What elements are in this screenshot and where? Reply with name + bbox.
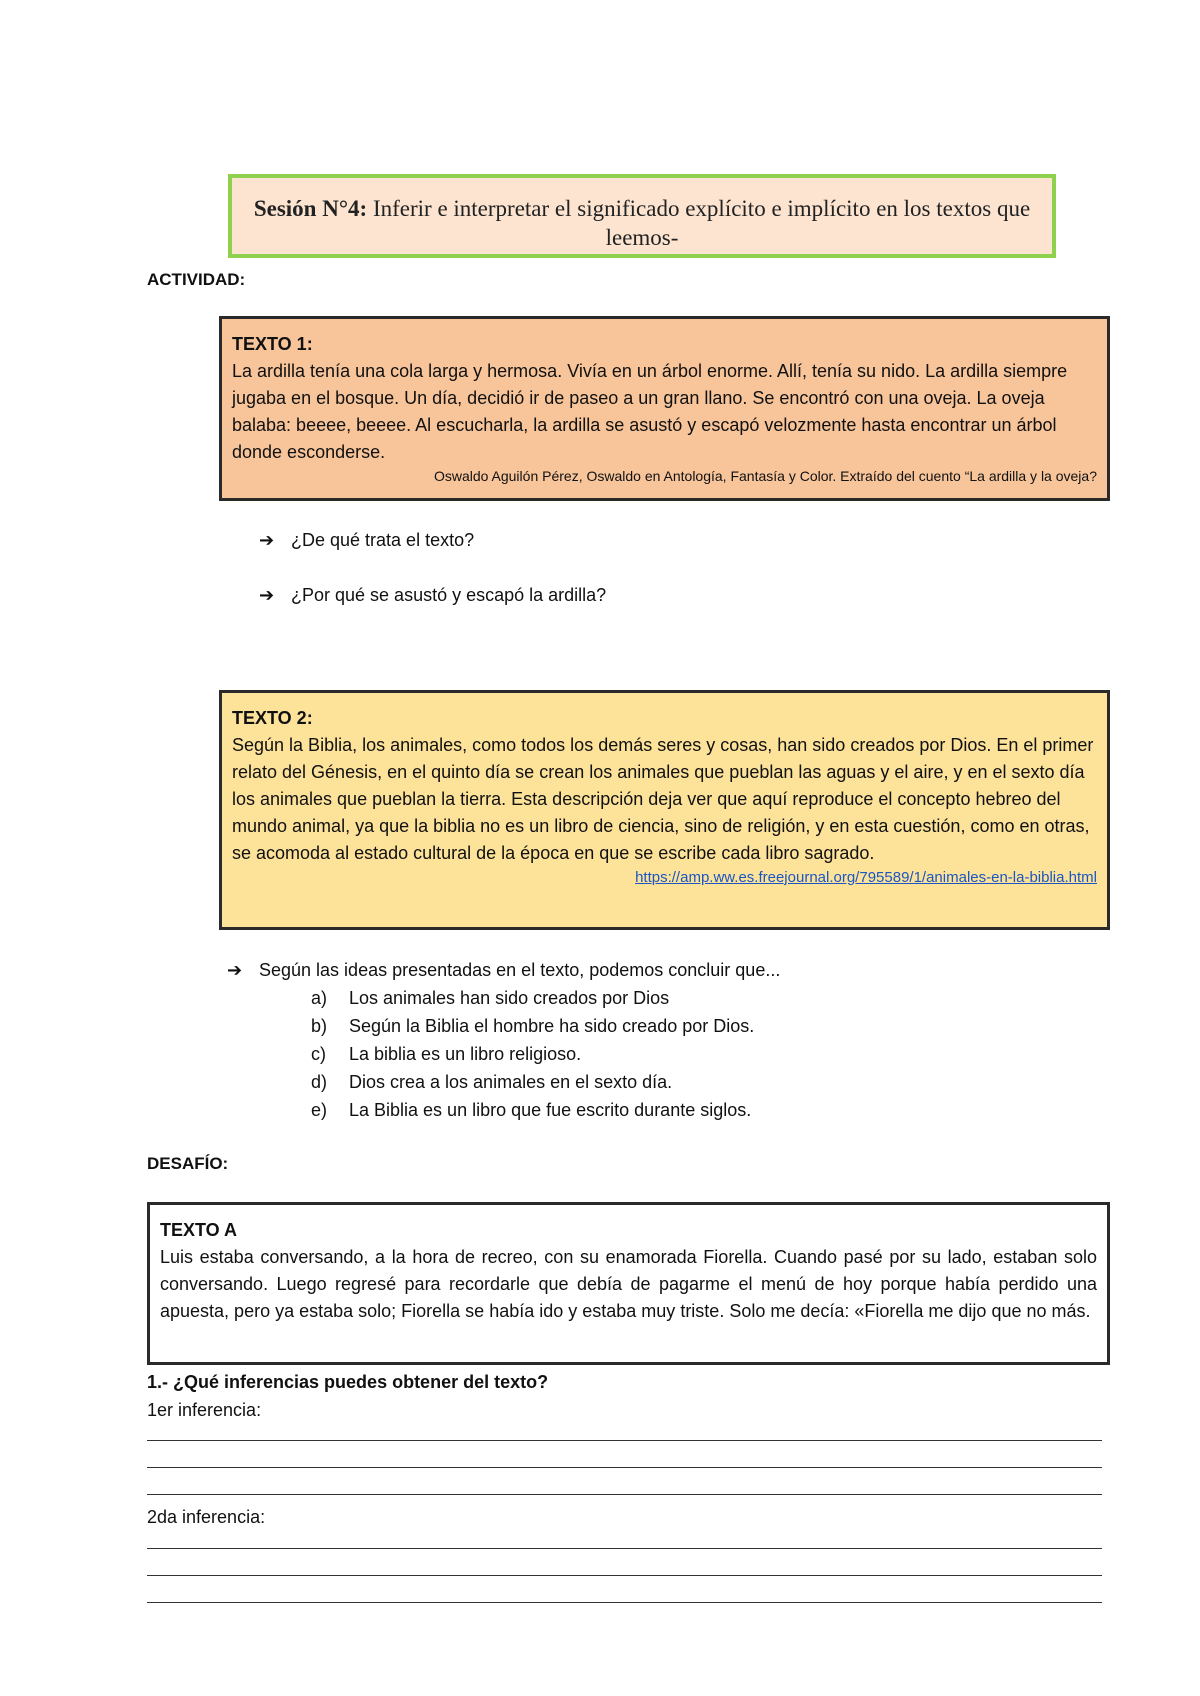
option-key: b) [311, 1016, 328, 1036]
actividad-label: ACTIVIDAD: [147, 270, 246, 289]
answer-line[interactable] [147, 1440, 1102, 1441]
option-text: Los animales han sido creados por Dios [349, 988, 670, 1008]
question-inferencias: 1.- ¿Qué inferencias puedes obtener del texto? [147, 1372, 549, 1392]
option-key: a) [311, 988, 328, 1008]
texto1-box [219, 316, 1110, 501]
option-key: d) [311, 1072, 328, 1092]
answer-line[interactable] [147, 1494, 1102, 1495]
question-1 [259, 530, 474, 551]
arrow-icon: ➔ [227, 960, 243, 980]
option-item [311, 1016, 1011, 1044]
textoA-box [147, 1202, 1110, 1365]
option-item [311, 1044, 1011, 1072]
arrow-icon: ➔ [259, 530, 275, 550]
inferencia-2-label: 2da inferencia: [147, 1507, 266, 1527]
option-key: c) [311, 1044, 326, 1064]
option-text: La biblia es un libro religioso. [349, 1044, 582, 1064]
option-item [311, 1072, 1011, 1100]
texto1-body: La ardilla tenía una cola larga y hermosa. Vivía en un árbol enorme. Allí, tenía su nido. La ardilla siempre jugaba en el bosque. Un día, decidió ir de paseo a un gran llano. Se encontró con una oveja. La oveja balaba: beeee, beeee. Al escucharla, la ardilla se asustó y escapó velozmente hasta encontrar un árbol donde esconderse. [232, 361, 1068, 462]
textoA-body: Luis estaba conversando, a la hora de recreo, con su enamorada Fiorella. Cuando pasé por su lado, estaban solo conversando. Luego regresé para recordarle que debía de pagarme el menú de hoy porque había perdido una apuesta, pero ya estaba solo; Fiorella se había ido y estaba muy triste. Solo me decía: «Fiorella me dijo que no más. [160, 1247, 1097, 1321]
option-text: La Biblia es un libro que fue escrito durante siglos. [349, 1100, 752, 1120]
session-title-text: Inferir e interpretar el significado explícito e implícito en los textos que leemos- [367, 196, 1031, 250]
texto2-box [219, 690, 1110, 930]
option-item [311, 1100, 1011, 1128]
question-1-text: ¿De qué trata el texto? [291, 530, 475, 550]
question-3 [227, 960, 780, 981]
option-item [311, 988, 1011, 1016]
session-title-box [228, 174, 1056, 258]
options-list [311, 988, 1011, 1128]
answer-line[interactable] [147, 1602, 1102, 1603]
texto2-heading: TEXTO 2: [232, 708, 313, 728]
texto1-citation: Oswaldo Aguilón Pérez, Oswaldo en Antología, Fantasía y Color. Extraído del cuento “La ardilla y la oveja? [433, 468, 1097, 484]
textoA-heading: TEXTO A [160, 1220, 238, 1240]
inferencia-1-label: 1er inferencia: [147, 1400, 262, 1420]
answer-line[interactable] [147, 1548, 1102, 1549]
arrow-icon: ➔ [259, 585, 275, 605]
texto2-url-link[interactable]: https://amp.ww.es.freejournal.org/795589/1/animales-en-la-biblia.html [635, 869, 1097, 886]
question-3-text: Según las ideas presentadas en el texto, podemos concluir que... [259, 960, 781, 980]
question-2-text: ¿Por qué se asustó y escapó la ardilla? [291, 585, 607, 605]
answer-line[interactable] [147, 1467, 1102, 1468]
texto2-body: Según la Biblia, los animales, como todos los demás seres y cosas, han sido creados por Dios. En el primer relato del Génesis, en el quinto día se crean los animales que pueblan las aguas y el aire, y en el sexto día los animales que pueblan la tierra. Esta descripción deja ver que aquí reproduce el concepto hebreo del mundo animal, ya que la biblia no es un libro de ciencia, sino de religión, y en esta cuestión, como en otras, se acomoda al estado cultural de la época en que se escribe cada libro sagrado. [232, 735, 1094, 863]
option-text: Dios crea a los animales en el sexto día. [349, 1072, 673, 1092]
texto1-heading: TEXTO 1: [232, 334, 313, 354]
session-title-bold: Sesión N°4: [253, 196, 368, 221]
option-text: Según la Biblia el hombre ha sido creado por Dios. [349, 1016, 755, 1036]
question-2 [259, 585, 606, 606]
desafio-label: DESAFÍO: [147, 1154, 229, 1173]
option-key: e) [311, 1100, 328, 1120]
answer-line[interactable] [147, 1575, 1102, 1576]
